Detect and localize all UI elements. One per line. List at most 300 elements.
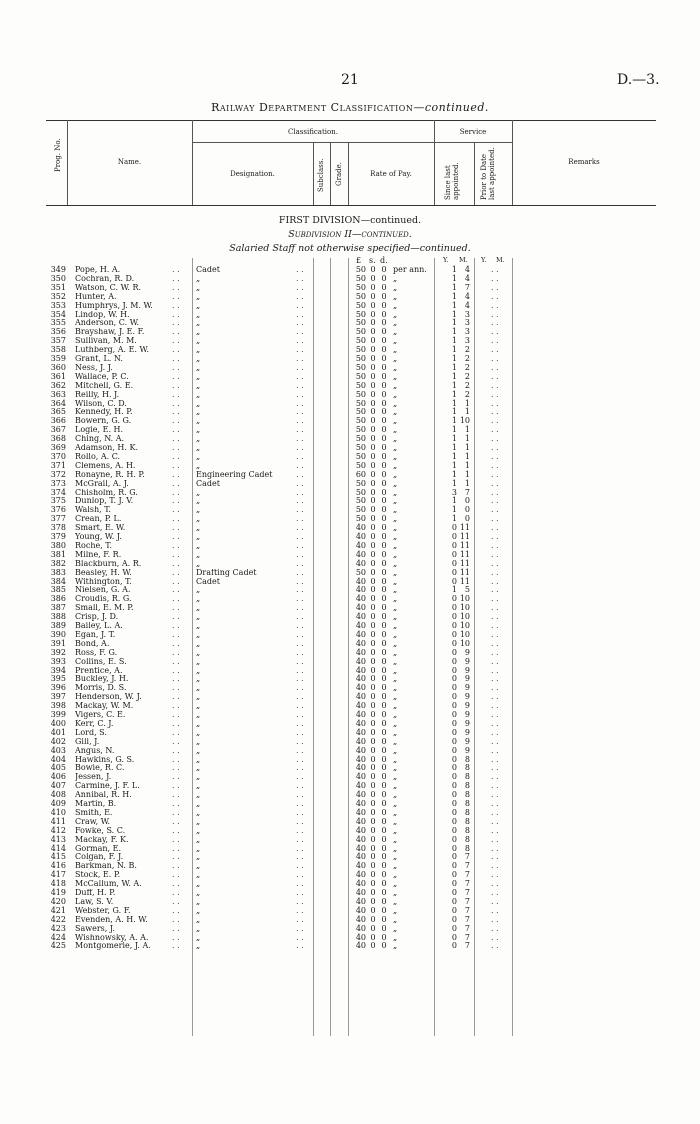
leader-dots: . . (491, 816, 499, 826)
staff-name: Colgan, F. J. (75, 853, 124, 862)
leader-dots: . . (491, 843, 499, 853)
pay-period: „ (393, 362, 398, 372)
pay-period: „ (393, 638, 398, 648)
leader-dots: . . (172, 932, 180, 942)
header-bottom-rule (46, 205, 656, 206)
pay-shillings: 0 (370, 443, 376, 452)
service-years: 1 (451, 380, 457, 390)
pay-pence: 0 (381, 514, 387, 524)
designation: „ (196, 274, 201, 283)
service-years: 1 (451, 273, 457, 283)
designation: „ (196, 755, 201, 764)
leader-dots: . . (296, 532, 304, 541)
prog-number: 374 (50, 487, 66, 497)
prog-number: 361 (50, 371, 66, 381)
leader-dots: . . (491, 540, 499, 550)
staff-name: Grant, L. N. (75, 355, 123, 363)
service-months: 4 (464, 265, 470, 274)
header-prior: Prior to Date last appointed. (480, 147, 496, 200)
pay-pence: 0 (381, 416, 387, 426)
pay-shillings: 0 (370, 843, 376, 853)
leader-dots: . . (172, 745, 180, 755)
prog-number: 370 (50, 451, 66, 461)
pay-pence: 0 (381, 362, 387, 372)
service-months: 8 (464, 843, 470, 853)
service-months: 8 (464, 754, 470, 764)
service-months: 11 (459, 532, 470, 541)
prog-number: 355 (50, 318, 66, 328)
leader-dots: . . (296, 549, 304, 559)
pay-pounds: 40 (355, 612, 366, 622)
service-months: 1 (464, 469, 470, 479)
table-row (0, 809, 700, 818)
leader-dots: . . (296, 612, 304, 622)
leader-dots: . . (172, 727, 180, 737)
prog-number: 424 (50, 932, 66, 942)
page-title: Railway Department Classification—continued. (211, 101, 489, 114)
pay-pence: 0 (381, 674, 387, 684)
leader-dots: . . (296, 852, 304, 862)
leader-dots: . . (491, 505, 499, 515)
leader-dots: . . (296, 843, 304, 853)
staff-heading: Salaried Staff not otherwise specified—continued. (229, 243, 471, 254)
pay-shillings: 0 (370, 692, 376, 702)
pay-shillings: 0 (370, 647, 376, 657)
pay-shillings: 0 (370, 434, 376, 444)
pay-shillings: 0 (370, 683, 376, 693)
service-months: 10 (459, 603, 470, 613)
table-row (0, 853, 700, 862)
table-row (0, 791, 700, 800)
designation: „ (196, 346, 201, 355)
prog-number: 404 (50, 754, 66, 764)
pay-period: „ (393, 612, 398, 622)
staff-name: Brayshaw, J. E. F. (75, 328, 145, 337)
service-years: 0 (451, 781, 457, 791)
pay-pence: 0 (381, 736, 387, 746)
pay-pounds: 50 (355, 407, 366, 417)
leader-dots: . . (172, 487, 180, 497)
pay-period: „ (393, 736, 398, 746)
staff-name: Kennedy, H. P. (75, 408, 133, 417)
pay-pence: 0 (381, 843, 387, 853)
prog-number: 393 (50, 656, 66, 666)
service-months: 10 (459, 416, 470, 426)
pay-period: „ (393, 585, 398, 595)
prog-number: 421 (50, 905, 66, 915)
prog-number: 375 (50, 496, 66, 506)
leader-dots: . . (296, 398, 304, 408)
table-row (0, 729, 700, 738)
leader-dots: . . (172, 389, 180, 399)
designation: „ (196, 817, 201, 826)
pay-pounds: 60 (355, 469, 366, 479)
pay-pence: 0 (381, 487, 387, 497)
leader-dots: . . (296, 318, 304, 328)
leader-dots: . . (296, 416, 304, 426)
pay-shillings: 0 (370, 701, 376, 711)
service-years: 3 (451, 487, 457, 497)
service-months: 11 (459, 549, 470, 559)
table-row (0, 311, 700, 320)
leader-dots: . . (296, 345, 304, 355)
table-row (0, 862, 700, 871)
designation: „ (196, 773, 201, 782)
service-months: 9 (464, 683, 470, 693)
designation: „ (196, 835, 201, 844)
table-row (0, 595, 700, 604)
staff-name: Adamson, H. K. (75, 444, 138, 452)
pay-shillings: 0 (370, 870, 376, 880)
pay-pence: 0 (381, 932, 387, 942)
service-months: 4 (464, 291, 470, 301)
service-years: 0 (451, 567, 457, 577)
service-years: 1 (451, 336, 457, 346)
designation: „ (196, 363, 201, 372)
pay-shillings: 0 (370, 496, 376, 506)
service-months: 2 (464, 389, 470, 399)
service-years: 0 (451, 549, 457, 559)
leader-dots: . . (296, 816, 304, 826)
pay-period: „ (393, 861, 398, 871)
prog-number: 371 (50, 460, 66, 470)
pay-period: „ (393, 745, 398, 755)
pay-pounds: 50 (355, 265, 366, 274)
service-years: 0 (451, 754, 457, 764)
pay-period: „ (393, 621, 398, 630)
pay-pounds: 50 (355, 496, 366, 506)
service-years: 0 (451, 576, 457, 586)
service-years: 0 (451, 825, 457, 835)
designation: „ (196, 452, 201, 461)
pay-shillings: 0 (370, 282, 376, 292)
table-row (0, 693, 700, 702)
leader-dots: . . (172, 273, 180, 283)
staff-name: Withington, T. (75, 577, 132, 586)
leader-dots: . . (172, 763, 180, 773)
designation: „ (196, 506, 201, 515)
service-months: 0 (464, 505, 470, 515)
table-row (0, 328, 700, 337)
pay-pence: 0 (381, 718, 387, 728)
leader-dots: . . (172, 825, 180, 835)
designation: „ (196, 310, 201, 319)
pay-shillings: 0 (370, 478, 376, 488)
leader-dots: . . (491, 941, 499, 951)
staff-name: Morris, D. S. (75, 684, 127, 693)
service-years: 0 (451, 861, 457, 871)
service-years: 1 (451, 469, 457, 479)
staff-name: Evenden, A. H. W. (75, 915, 148, 924)
designation: „ (196, 906, 201, 915)
designation: „ (196, 889, 201, 897)
leader-dots: . . (296, 362, 304, 372)
pay-pounds: 50 (355, 443, 366, 452)
service-months: 10 (459, 621, 470, 630)
table-row (0, 818, 700, 827)
prog-number: 352 (50, 291, 66, 301)
service-years: 0 (451, 523, 457, 533)
leader-dots: . . (172, 736, 180, 746)
leader-dots: . . (296, 647, 304, 657)
pay-pence: 0 (381, 398, 387, 408)
table-row (0, 293, 700, 302)
leader-dots: . . (172, 656, 180, 666)
designation: „ (196, 372, 201, 381)
leader-dots: . . (491, 727, 499, 737)
staff-name: Luthberg, A. E. W. (75, 346, 149, 355)
pay-pence: 0 (381, 594, 387, 604)
pay-pounds: 40 (355, 665, 366, 675)
leader-dots: . . (296, 896, 304, 906)
pay-pounds: 40 (355, 692, 366, 702)
leader-dots: . . (491, 754, 499, 764)
service-years: 0 (451, 932, 457, 942)
pay-period: „ (393, 825, 398, 835)
designation: „ (196, 800, 201, 808)
pay-pounds: 40 (355, 558, 366, 568)
pay-shillings: 0 (370, 612, 376, 622)
service-years: 1 (451, 585, 457, 595)
pay-period: „ (393, 603, 398, 613)
service-months: 1 (464, 434, 470, 444)
designation: „ (196, 399, 201, 408)
designation: Engineering Cadet (196, 470, 273, 479)
staff-name: Reilly, H. J. (75, 390, 120, 399)
table-row (0, 515, 700, 524)
service-years: 0 (451, 603, 457, 613)
service-months: 8 (464, 799, 470, 808)
leader-dots: . . (296, 434, 304, 444)
table-row (0, 471, 700, 480)
leader-dots: . . (172, 300, 180, 310)
table-row (0, 489, 700, 498)
pay-period: „ (393, 434, 398, 444)
service-years: 1 (451, 327, 457, 337)
leader-dots: . . (296, 336, 304, 346)
leader-dots: . . (172, 398, 180, 408)
pay-pence: 0 (381, 807, 387, 817)
pay-shillings: 0 (370, 451, 376, 461)
table-row (0, 934, 700, 943)
table-row (0, 400, 700, 409)
pay-pence: 0 (381, 754, 387, 764)
pay-shillings: 0 (370, 772, 376, 782)
leader-dots: . . (296, 683, 304, 693)
prog-number: 360 (50, 362, 66, 372)
leader-dots: . . (172, 354, 180, 363)
prog-number: 379 (50, 532, 66, 541)
pay-shillings: 0 (370, 816, 376, 826)
pay-pence: 0 (381, 701, 387, 711)
table-row (0, 631, 700, 640)
leader-dots: . . (296, 265, 304, 274)
service-months: 9 (464, 727, 470, 737)
leader-dots: . . (296, 300, 304, 310)
pay-shillings: 0 (370, 336, 376, 346)
service-months: 4 (464, 273, 470, 283)
pay-pounds: 40 (355, 594, 366, 604)
leader-dots: . . (172, 665, 180, 675)
pay-pounds: 40 (355, 603, 366, 613)
pay-shillings: 0 (370, 362, 376, 372)
prog-number: 408 (50, 790, 66, 800)
page-number: 21 (341, 72, 359, 88)
leader-dots: . . (172, 327, 180, 337)
designation: „ (196, 461, 201, 470)
unit-pounds: £ (356, 256, 362, 265)
pay-shillings: 0 (370, 621, 376, 630)
service-years: 1 (451, 496, 457, 506)
leader-dots: . . (172, 549, 180, 559)
designation: „ (196, 355, 201, 363)
pay-pounds: 40 (355, 879, 366, 889)
pay-pence: 0 (381, 558, 387, 568)
service-years: 0 (451, 718, 457, 728)
leader-dots: . . (296, 629, 304, 639)
leader-dots: . . (296, 932, 304, 942)
staff-name: Smith, E. (75, 808, 113, 817)
pay-pence: 0 (381, 710, 387, 719)
leader-dots: . . (491, 736, 499, 746)
pay-pounds: 50 (355, 371, 366, 381)
pay-pence: 0 (381, 567, 387, 577)
pay-pence: 0 (381, 923, 387, 933)
leader-dots: . . (172, 674, 180, 684)
service-years: 0 (451, 692, 457, 702)
leader-dots: . . (172, 425, 180, 435)
pay-period: „ (393, 763, 398, 773)
leader-dots: . . (296, 772, 304, 782)
pay-shillings: 0 (370, 852, 376, 862)
table-row (0, 649, 700, 658)
leader-dots: . . (491, 282, 499, 292)
pay-shillings: 0 (370, 754, 376, 764)
leader-dots: . . (296, 487, 304, 497)
leader-dots: . . (491, 807, 499, 817)
leader-dots: . . (296, 291, 304, 301)
pay-pounds: 40 (355, 532, 366, 541)
leader-dots: . . (296, 781, 304, 791)
table-row (0, 346, 700, 355)
service-years: 0 (451, 843, 457, 853)
leader-dots: . . (491, 487, 499, 497)
service-months: 7 (464, 941, 470, 951)
leader-dots: . . (172, 478, 180, 488)
pay-pence: 0 (381, 896, 387, 906)
pay-period: „ (393, 647, 398, 657)
leader-dots: . . (172, 781, 180, 791)
leader-dots: . . (491, 549, 499, 559)
staff-name: Milne, F. R. (75, 550, 122, 559)
staff-name: Hunter, A. (75, 292, 117, 301)
service-months: 9 (464, 656, 470, 666)
leader-dots: . . (491, 585, 499, 595)
header-service: Service (459, 128, 487, 136)
unit-years: Y. (443, 256, 449, 264)
leader-dots: . . (491, 265, 499, 274)
service-months: 1 (464, 398, 470, 408)
service-months: 10 (459, 638, 470, 648)
pay-period: „ (393, 754, 398, 764)
pay-shillings: 0 (370, 879, 376, 889)
table-row (0, 702, 700, 711)
pay-pence: 0 (381, 434, 387, 444)
service-years: 1 (451, 505, 457, 515)
leader-dots: . . (491, 443, 499, 452)
designation: „ (196, 844, 201, 853)
table-row (0, 889, 700, 898)
staff-name: McCallum, W. A. (75, 880, 142, 889)
leader-dots: . . (172, 585, 180, 595)
leader-dots: . . (296, 665, 304, 675)
unit-shillings: s. (369, 256, 376, 265)
leader-dots: . . (172, 621, 180, 630)
staff-name: Angus, N. (75, 746, 115, 755)
pay-shillings: 0 (370, 380, 376, 390)
leader-dots: . . (296, 718, 304, 728)
service-years: 1 (451, 434, 457, 444)
prog-number: 395 (50, 674, 66, 684)
table-row (0, 747, 700, 756)
subdivision-heading: Subdivision II—continued. (288, 229, 412, 240)
pay-shillings: 0 (370, 914, 376, 924)
pay-period: „ (393, 665, 398, 675)
prog-number: 417 (50, 870, 66, 880)
leader-dots: . . (491, 861, 499, 871)
leader-dots: . . (491, 781, 499, 791)
pay-pounds: 40 (355, 754, 366, 764)
service-months: 9 (464, 692, 470, 702)
staff-name: Lindop, W. H. (75, 310, 130, 319)
leader-dots: . . (172, 772, 180, 782)
header-since-last: Since last appointed. (444, 162, 460, 200)
leader-dots: . . (296, 763, 304, 773)
leader-dots: . . (491, 576, 499, 586)
pay-pence: 0 (381, 692, 387, 702)
pay-period: „ (393, 772, 398, 782)
pay-period: „ (393, 451, 398, 461)
staff-name: Law, S. V. (75, 897, 114, 906)
leader-dots: . . (491, 336, 499, 346)
pay-period: „ (393, 407, 398, 417)
staff-name: Lord, S. (75, 728, 107, 737)
pay-pence: 0 (381, 505, 387, 515)
leader-dots: . . (172, 710, 180, 719)
staff-name: Gorman, E. (75, 844, 122, 853)
designation: „ (196, 737, 201, 746)
pay-pounds: 50 (355, 327, 366, 337)
designation: Cadet (196, 577, 220, 586)
leader-dots: . . (296, 736, 304, 746)
pay-pounds: 40 (355, 576, 366, 586)
prog-number: 367 (50, 425, 66, 435)
service-years: 1 (451, 407, 457, 417)
service-years: 0 (451, 736, 457, 746)
staff-name: Hawkins, G. S. (75, 755, 135, 764)
staff-name: Clemens, A. H. (75, 461, 136, 470)
prog-number: 423 (50, 923, 66, 933)
leader-dots: . . (172, 336, 180, 346)
designation: „ (196, 942, 201, 951)
pay-period: „ (393, 870, 398, 880)
pay-pence: 0 (381, 834, 387, 844)
table-row (0, 916, 700, 925)
pay-shillings: 0 (370, 469, 376, 479)
leader-dots: . . (172, 460, 180, 470)
leader-dots: . . (172, 896, 180, 906)
pay-pence: 0 (381, 273, 387, 283)
